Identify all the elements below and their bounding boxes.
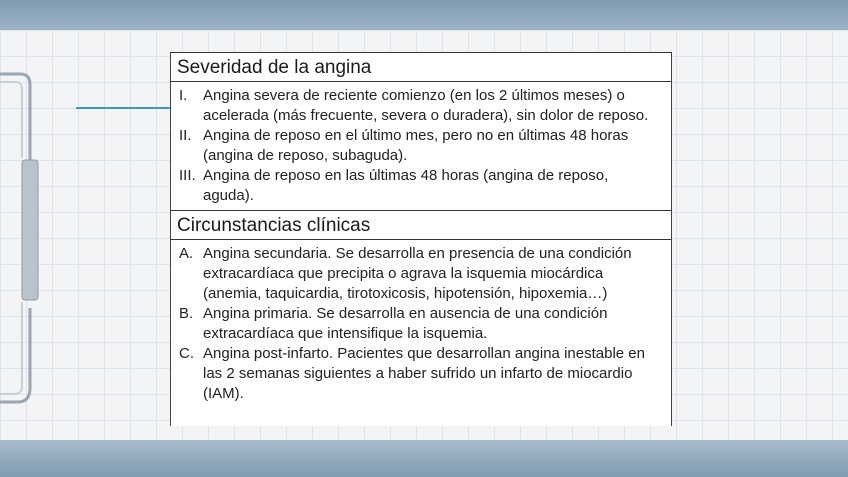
list-marker: B. [179, 305, 194, 322]
list-marker: II. [179, 127, 192, 144]
list-marker: III. [179, 167, 196, 184]
top-band [0, 0, 848, 30]
list-item [171, 126, 671, 166]
list-marker: C. [179, 345, 194, 362]
list-item-text: Angina secundaria. Se desarrolla en presencia de una condición extracardíaca que precipita o agrava la isquemia miocárdica (anemia, taquicardia, tirotoxicosis, hipotensión, hipoxemia…) [203, 245, 632, 302]
circunstancias-list [171, 240, 671, 408]
bottom-band [0, 440, 848, 477]
section-title-severidad: Severidad de la angina [171, 52, 671, 82]
list-item-text: Angina primaria. Se desarrolla en ausencia de una condición extracardíaca que intensifique la isquemia. [203, 305, 608, 342]
list-item-text: Angina de reposo en el último mes, pero no en últimas 48 horas (angina de reposo, subaguda). [203, 127, 629, 164]
list-item [171, 344, 671, 404]
list-item [171, 244, 671, 304]
list-item [171, 304, 671, 344]
connector-line [76, 107, 172, 109]
section-title-circunstancias: Circunstancias clínicas [171, 210, 671, 240]
list-item [171, 86, 671, 126]
list-marker: A. [179, 245, 194, 262]
list-item-text: Angina de reposo en las últimas 48 horas (angina de reposo, aguda). [203, 167, 609, 204]
list-marker: I. [179, 87, 188, 104]
list-item-text: Angina severa de reciente comienzo (en los 2 últimos meses) o acelerada (más frecuente, severa o duradera), sin dolor de reposo. [203, 87, 649, 124]
angina-classification-document [170, 52, 672, 426]
severidad-list [171, 82, 671, 210]
list-item [171, 166, 671, 206]
binder-clip-icon [0, 68, 40, 408]
list-item-text: Angina post-infarto. Pacientes que desarrollan angina inestable en las 2 semanas siguientes a haber sufrido un infarto de miocardio (IAM). [203, 345, 645, 402]
